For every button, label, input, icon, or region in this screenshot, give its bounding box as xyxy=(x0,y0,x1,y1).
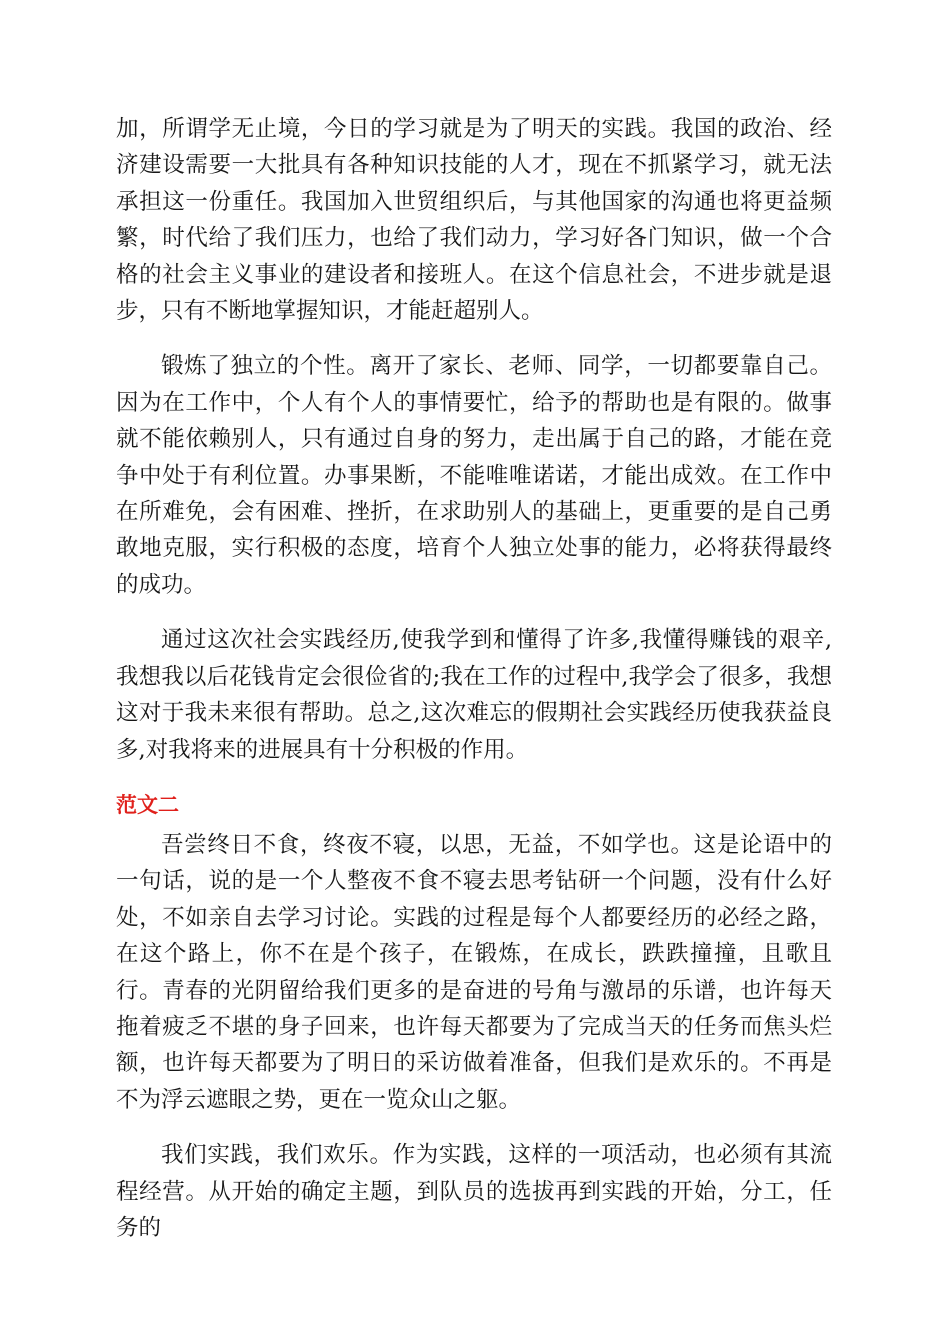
section-heading: 范文二 xyxy=(116,792,179,817)
paragraph-sample-two-intro: 吾尝终日不食，终夜不寝，以思，无益，不如学也。这是论语中的一句话，说的是一个人整夜不食不寝去思考钻研一个问题，没有什么好处，不如亲自去学习讨论。实践的过程是每个人都要经历的必经之路，在这个路上，你不在是个孩子，在锻炼，在成长，跌跌撞撞，且歌且行。青春的光阴留给我们更多的是奋进的号角与激昂的乐谱，也许每天拖着疲乏不堪的身子回来，也许每天都要为了完成当天的任务而焦头烂额，也许每天都要为了明日的采访做着准备，但我们是欢乐的。不再是不为浮云遮眼之势，更在一览众山之躯。 xyxy=(116,831,832,1113)
paragraph-sample-two-practice: 我们实践，我们欢乐。作为实践，这样的一项活动，也必须有其流程经营。从开始的确定主题，到队员的选拔再到实践的开始，分工，任务的 xyxy=(116,1142,832,1241)
paragraph-continuation: 加，所谓学无止境，今日的学习就是为了明天的实践。我国的政治、经济建设需要一大批具有各种知识技能的人才，现在不抓紧学习，就无法承担这一份重任。我国加入世贸组织后，与其他国家的沟通也将更益频繁，时代给了我们压力，也给了我们动力，学习好各门知识，做一个合格的社会主义事业的建设者和接班人。在这个信息社会，不进步就是退步，只有不断地掌握知识，才能赶超别人。 xyxy=(116,116,832,325)
paragraph-independence: 锻炼了独立的个性。离开了家长、老师、同学，一切都要靠自己。因为在工作中，个人有个人的事情要忙，给予的帮助也是有限的。做事就不能依赖别人，只有通过自身的努力，走出属于自己的路，才能在竞争中处于有利位置。办事果断，不能唯唯诺诺，才能出成效。在工作中在所难免，会有困难、挫折，在求助别人的基础上，更重要的是自己勇敢地克服，实行积极的态度，培育个人独立处事的能力，必将获得最终的成功。 xyxy=(116,353,832,598)
document-body xyxy=(116,111,832,1246)
paragraph-summary: 通过这次社会实践经历,使我学到和懂得了许多,我懂得赚钱的艰辛,我想我以后花钱肯定会很俭省的;我在工作的过程中,我学会了很多，我想这对于我未来很有帮助。总之,这次难忘的假期社会实践经历使我获益良多,对我将来的进展具有十分积极的作用。 xyxy=(116,627,832,763)
